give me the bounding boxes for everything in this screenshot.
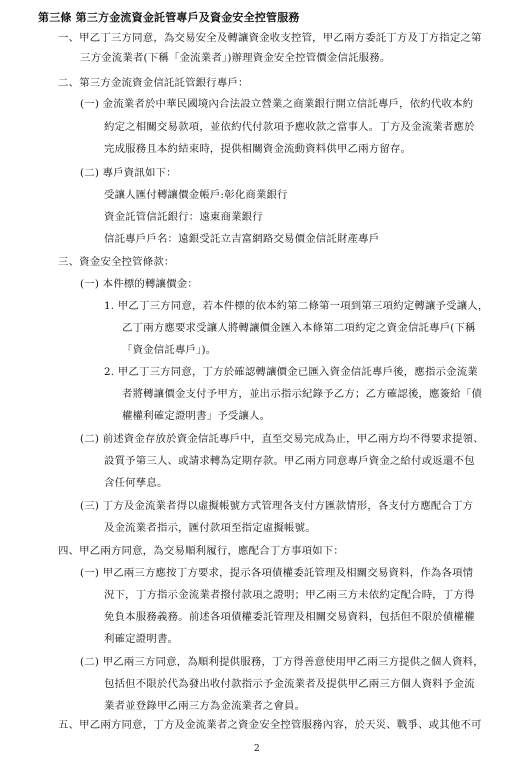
clause-2-heading: 二、第三方金流資金信託託管銀行專戶： (58, 77, 249, 89)
article-title: 第三條 第三方金流資金託管專戶及資金安全控管服務 (38, 11, 300, 24)
clause-4-2-line-1: (二) 甲乙兩三方同意，為順利提供服務，丁方得善意使用甲乙兩三方提供之個人資料， (80, 656, 484, 668)
clause-1-line-1: 一、甲乙丁三方同意，為交易安全及轉讓資金收支控管，甲乙兩方委託丁方及丁方指定之第 (58, 32, 482, 44)
clause-5-line-1: 五、甲乙兩方同意，丁方及金流業者之資金安全控管服務內容，於天災、戰爭、或其他不可 (58, 719, 482, 731)
page-number: 2 (254, 744, 260, 754)
clause-1-line-2: 三方金流業者(下稱「金流業者」)辦理資金安全控管價金信託服務。 (80, 52, 391, 64)
clause-2-1-line-1: (一) 金流業者於中華民國境內合法設立營業之商業銀行開立信託專戶，依約代收本約 (80, 98, 474, 110)
clause-3-2-line-3: 含任何孳息。 (104, 477, 168, 489)
clause-3-1-heading: (一) 本件標的轉讓價金： (80, 278, 198, 290)
clause-3-1-1-line-2: 乙丁兩方應要求受讓人將轉讓價金匯入本條第二項約定之資金信託專戶(下稱 (122, 322, 476, 334)
clause-3-2-line-2: 設質予第三人、或請求轉為定期存款。甲乙兩方同意專戶資金之給付或返還不包 (104, 455, 475, 467)
clause-4-2-line-3: 業者並登錄甲乙兩三方為金流業者之會員。 (104, 700, 306, 712)
clause-4-1-line-3: 免負本服務義務。前述各項債權委託管理及相關交易資料，包括但不限於債權權 (104, 611, 475, 623)
clause-4-heading: 四、甲乙兩方同意，為交易順利履行，應配合丁方事項如下： (58, 545, 344, 557)
clause-2-1-line-2: 約定之相關交易款項，並依約代付款項予應收款之當事人。丁方及金流業者應於 (104, 121, 475, 133)
clause-3-1-2-line-2: 者將轉讓價金支付予甲方，並出示指示紀錄予乙方；乙方確認後，應簽給「債 (122, 388, 483, 400)
clause-2-1-line-3: 完成服務且本約結束時，提供相關資金流動資料供甲乙兩方留存。 (104, 143, 412, 155)
account-info-line-3: 信託專戶戶名：遠銀受託立吉富網路交易價金信託財產專戶 (104, 233, 380, 245)
clause-3-2-line-1: (二) 前述資金存放於資金信託專戶中，直至交易完成為止，甲乙兩方均不得要求提領、 (80, 433, 484, 445)
account-info-line-2: 資金託管信託銀行：遠東商業銀行 (104, 211, 263, 223)
clause-3-3-line-2: 及金流業者指示，匯付款項至指定虛擬帳號。 (104, 522, 316, 534)
clause-3-1-2-line-3: 權權利確定證明書」予受讓人。 (122, 410, 271, 422)
clause-4-1-line-4: 利確定證明書。 (104, 633, 179, 645)
clause-3-1-1-line-1: 1. 甲乙丁三方同意，若本件標的依本約第二條第一項到第三項約定轉讓予受讓人， (104, 300, 489, 312)
clause-3-1-1-line-3: 「資金信託專戶」)。 (122, 344, 217, 356)
account-info-line-1: 受讓人匯付轉讓價金帳戶:彰化商業銀行 (104, 189, 288, 201)
clause-3-3-line-1: (三) 丁方及金流業者得以虛擬帳號方式管理各支付方匯款情形，各支付方應配合丁方 (80, 500, 474, 512)
clause-3-heading: 三、資金安全控管條款： (58, 256, 175, 268)
clause-4-1-line-1: (一) 甲乙兩三方應按丁方要求，提示各項債權委託管理及相關交易資料，作為各項情 (80, 567, 474, 579)
clause-4-1-line-2: 況下，丁方指示金流業者撥付款項之證明；甲乙兩三方未依約定配合時，丁方得 (104, 589, 475, 601)
clause-2-2-heading: (二) 專戶資訊如下： (80, 167, 177, 179)
clause-4-2-line-2: 包括但不限於代為發出收付款指示予金流業者及提供甲乙兩三方個人資料予金流 (104, 678, 475, 690)
clause-3-1-2-line-1: 2. 甲乙丁三方同意，丁方於確認轉讓價金已匯入資金信託專戶後，應指示金流業 (104, 366, 478, 378)
